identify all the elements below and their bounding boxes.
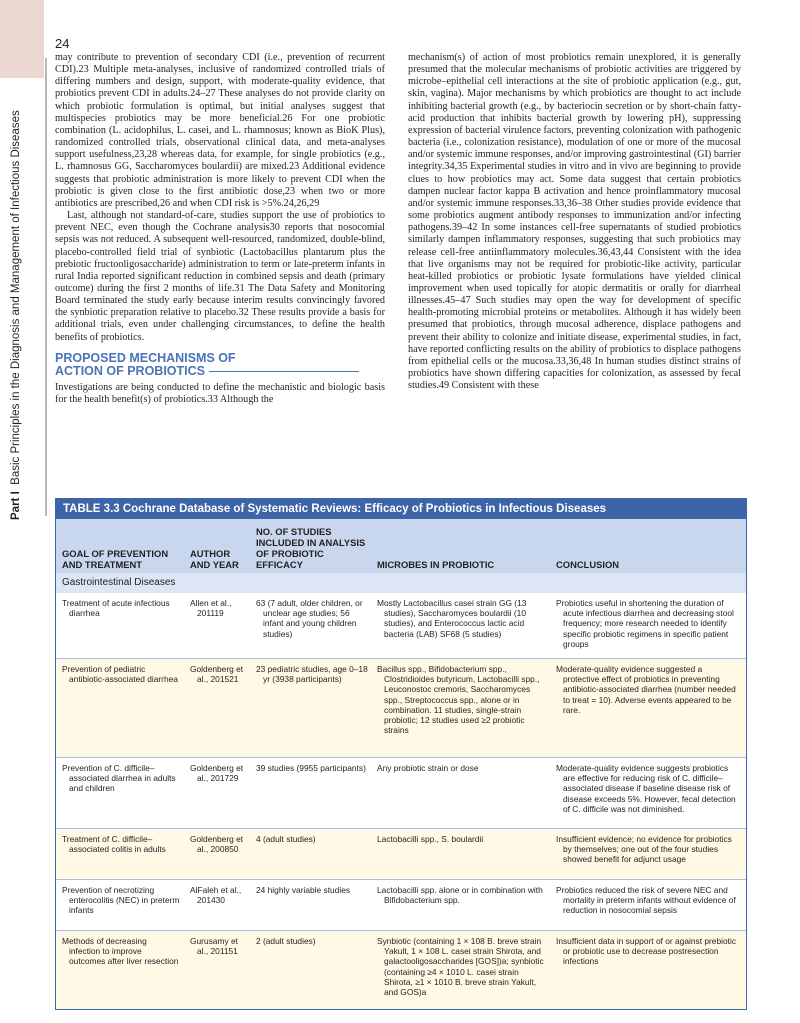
cell-goal: Methods of decreasing infection to improve outcomes after liver resection xyxy=(62,936,179,967)
cell-microbes: Lactobacilli spp. alone or in combination with Bifidobacterium spp. xyxy=(377,885,543,906)
cell-conclusion: Insufficient evidence; no evidence for probiotics by themselves; one out of the four studies showed benefit for adjunct usage xyxy=(556,834,732,865)
cell-microbes: Lactobacilli spp., S. boulardii xyxy=(377,834,484,844)
running-head-part: Part I xyxy=(10,491,22,520)
header-microbes: MICROBES IN PROBIOTIC xyxy=(377,559,495,570)
cell-studies: 24 highly variable studies xyxy=(256,885,351,895)
cell-author: Goldenberg et al., 200850 xyxy=(190,834,244,855)
right-column xyxy=(408,52,741,392)
body-paragraph: mechanism(s) of action of most probiotics remain unexplored, it is generally presumed that the molecular mechanisms of probiotic activities are triggered by microbe–epithelial cell interactions at the site of probiotic application (e.g., gut, skin, vagina). Major mechanisms by which probiotics are thought to act include inhibiting bacterial growth (e.g., by bacteriocin secretion or by short-chain fatty-acid production that inhibits bacterial growth by lowering pH), suppressing expression of bacterial virulence factors, preventing colonization with pathogenic bacteria (i.e., colonization resistance), modulation of one or more of the mucosal and/or systemic immune responses, and/or improving gastrointestinal (GI) barrier integrity.34,35 Experimental studies in vitro and in vivo are beginning to provide clues to how probiotics may act. Some data suggest that certain probiotics dampen nuclear factor kappa B activation and hence proinflammatory mucosal and/or systemic immune responses.33,36–38 Other studies provide evidence that some probiotics augment antibody responses to immunization and/or infecting pathogens.39–42 In some instances cell-free supernatants of studied probiotics similarly dampen inflammatory responses, suggesting that such probiotics may release cell-free antiinflammatory molecules.36,43,44 Consistent with the idea that live organisms may not be required for probiotic-like activity, particular heat-killed probiotics or probiotic lysate formulations have yielded clinical improvement when used topically for atopic dermatitis or orally for diarrheal illnesses.45–47 Such studies may open the way for development of specific health-promoting microbial proteins or metabolites. Although it has widely been presumed that probiotics, through mucosal adherence, displace pathogens and prevent their ability to colonize and initiate disease, experimental studies, in fact, have reported conflicting results on the ability of probiotics to displace pathogens from epithelial cells or the mucosa.33,36,48 In human studies distinct strains of probiotics have shown differing capacities for colonization, as assessed by fecal studies.49 Consistent with these xyxy=(408,52,741,392)
table-row xyxy=(56,829,746,880)
body-paragraph: may contribute to prevention of secondary CDI (i.e., prevention of recurrent CDI).23 Multiple meta-analyses, inclusive of randomized controlled trials of differing numbers and design, support, with moderate-quality evidence, that probiotics prevent CDI in adults.24–27 These analyses do not provide clarity on which probiotic formulation is optimal, but initial analyses suggest that multispecies probiotics may be more beneficial.26 For one probiotic combination (L. acidophilus, L. casei, and L. rhamnosus; known as BioK Plus), randomized controlled trials, observational clinical data, and meta-analyses support usefulness,23,28 whereas data, for example, for single probiotics (e.g., L. rhamnosus GG, Saccharomyces boulardii) are mixed.23 Additional evidence suggests that probiotic administration is more likely to prevent CDI when the probiotic is given close to the first antibiotic dose,23 when two or more antibiotics are prescribed,26 and when CDI risk is >5%.24,26,29 xyxy=(55,52,385,209)
table-row xyxy=(56,758,746,829)
body-paragraph: Investigations are being conducted to define the mechanistic and biologic basis for the health benefit(s) of probiotics.33 Although the xyxy=(55,381,385,405)
table-title: TABLE 3.3 Cochrane Database of Systematic Reviews: Efficacy of Probiotics in Infectious Diseases xyxy=(56,499,746,519)
header-conclusion: CONCLUSION xyxy=(556,559,620,570)
table-row xyxy=(56,931,746,1011)
running-head xyxy=(10,90,26,520)
cell-conclusion: Moderate-quality evidence suggests probiotics are effective for reducing risk of C. difficile–associated disease if baseline disease risk of disease exceeds 5%. However, fecal detection of C. difficile was not diminished. xyxy=(556,763,736,814)
section-heading xyxy=(55,352,385,378)
table-3-3 xyxy=(55,498,747,1010)
cell-author: Allen et al., 201119 xyxy=(190,598,232,619)
cell-studies: 4 (adult studies) xyxy=(256,834,316,844)
cell-goal: Prevention of C. difficile–associated diarrhea in adults and children xyxy=(62,763,176,794)
running-head-title: Basic Principles in the Diagnosis and Management of Infectious Diseases xyxy=(10,110,22,485)
left-column xyxy=(55,52,385,406)
cell-conclusion: Probiotics useful in shortening the duration of acute infectious diarrhea and decreasing stool frequency; more research needed to identify specific probiotic regimens in specific patient groups xyxy=(556,598,734,649)
table-row xyxy=(56,593,746,659)
cell-goal: Prevention of necrotizing enterocolitis (NEC) in preterm infants xyxy=(62,885,180,916)
cell-microbes: Mostly Lactobacillus casei strain GG (13 studies), Saccharomyces boulardii (10 studies), and Enterococcus lactic acid bacteria (LAB) SF68 (5 studies) xyxy=(377,598,527,639)
page-number: 24 xyxy=(55,36,70,51)
header-goal: GOAL OF PREVENTION AND TREATMENT xyxy=(62,548,169,570)
cell-goal: Treatment of C. difficile–associated colitis in adults xyxy=(62,834,166,855)
cell-author: Goldenberg et al., 201729 xyxy=(190,763,244,784)
cell-conclusion: Probiotics reduced the risk of severe NEC and mortality in preterm infants without evidence of reduction in nosocomial sepsis xyxy=(556,885,736,916)
header-studies: NO. OF STUDIES INCLUDED IN ANALYSIS OF PROBIOTIC EFFICACY xyxy=(256,526,366,570)
table-subhead: Gastrointestinal Diseases xyxy=(56,573,746,593)
cell-goal: Treatment of acute infectious diarrhea xyxy=(62,598,170,619)
chapter-tab-decoration xyxy=(0,0,44,78)
cell-microbes: Any probiotic strain or dose xyxy=(377,763,479,773)
cell-studies: 39 studies (9955 participants) xyxy=(256,763,366,773)
table-row xyxy=(56,880,746,931)
cell-conclusion: Moderate-quality evidence suggested a protective effect of probiotics in preventing antibiotic-associated diarrhea (number needed to treat = 10). Adverse events appeared to be rare. xyxy=(556,664,736,715)
cell-author: AlFaleh et al., 201430 xyxy=(190,885,242,906)
cell-goal: Prevention of pediatric antibiotic-associated diarrhea xyxy=(62,664,178,685)
section-heading-line1: PROPOSED MECHANISMS OF xyxy=(55,350,236,365)
heading-rule xyxy=(209,371,359,372)
cell-microbes: Synbiotic (containing 1 × 108 B. breve strain Yakult, 1 × 108 L. casei strain Shirota, and galactooligosaccharides [GOS])a; synbiotic (containing ≥4 × 1010 L. casei strain Shirota, ≥1 × 1010 B. breve strain Yakult, and GOS)a xyxy=(377,936,544,998)
cell-studies: 2 (adult studies) xyxy=(256,936,316,946)
cell-studies: 23 pediatric studies, age 0–18 yr (3938 participants) xyxy=(256,664,368,685)
cell-microbes: Bacillus spp., Bifidobacterium spp., Clostridioides butyricum, Lactobacilli spp., Leuconostoc cremoris, Saccharomyces spp., Streptococcus spp., alone or in combination. 11 studies, single-strain probiotic; 12 studies used ≥2 probiotic strains xyxy=(377,664,540,736)
margin-rule xyxy=(45,58,47,516)
cell-conclusion: Insufficient data in support of or against prebiotic or probiotic use to decrease postresection infections xyxy=(556,936,737,967)
cell-studies: 63 (7 adult, older children, or unclear age studies; 56 infant and young children studies) xyxy=(256,598,363,639)
cell-author: Goldenberg et al., 201521 xyxy=(190,664,244,685)
header-author: AUTHOR AND YEAR xyxy=(190,548,239,570)
body-paragraph: Last, although not standard-of-care, studies support the use of probiotics to prevent NEC, even though the Cochrane analysis30 reports that nosocomial sepsis was not reduced. A subsequent well-resourced, randomized, double-blind, placebo-controlled field trial of synbiotic (Lactobacillus plantarum plus the prebiotic fructooligosaccharide) administration to term or late-preterm infants in rural India reported significant reduction in combined sepsis and death (primary outcome) during the first 2 months of life.31 The Data Safety and Monitoring Board terminated the study early because interim results convincingly favored the synbiotic preparation relative to placebo.32 These results provide a basis for additional trials, even under challenging circumstances, to define the health benefits of probiotics. xyxy=(55,210,385,343)
section-heading-line2: ACTION OF PROBIOTICS xyxy=(55,363,205,378)
cell-author: Gurusamy et al., 201151 xyxy=(190,936,238,957)
table-row xyxy=(56,659,746,758)
table-header-row xyxy=(56,519,746,573)
